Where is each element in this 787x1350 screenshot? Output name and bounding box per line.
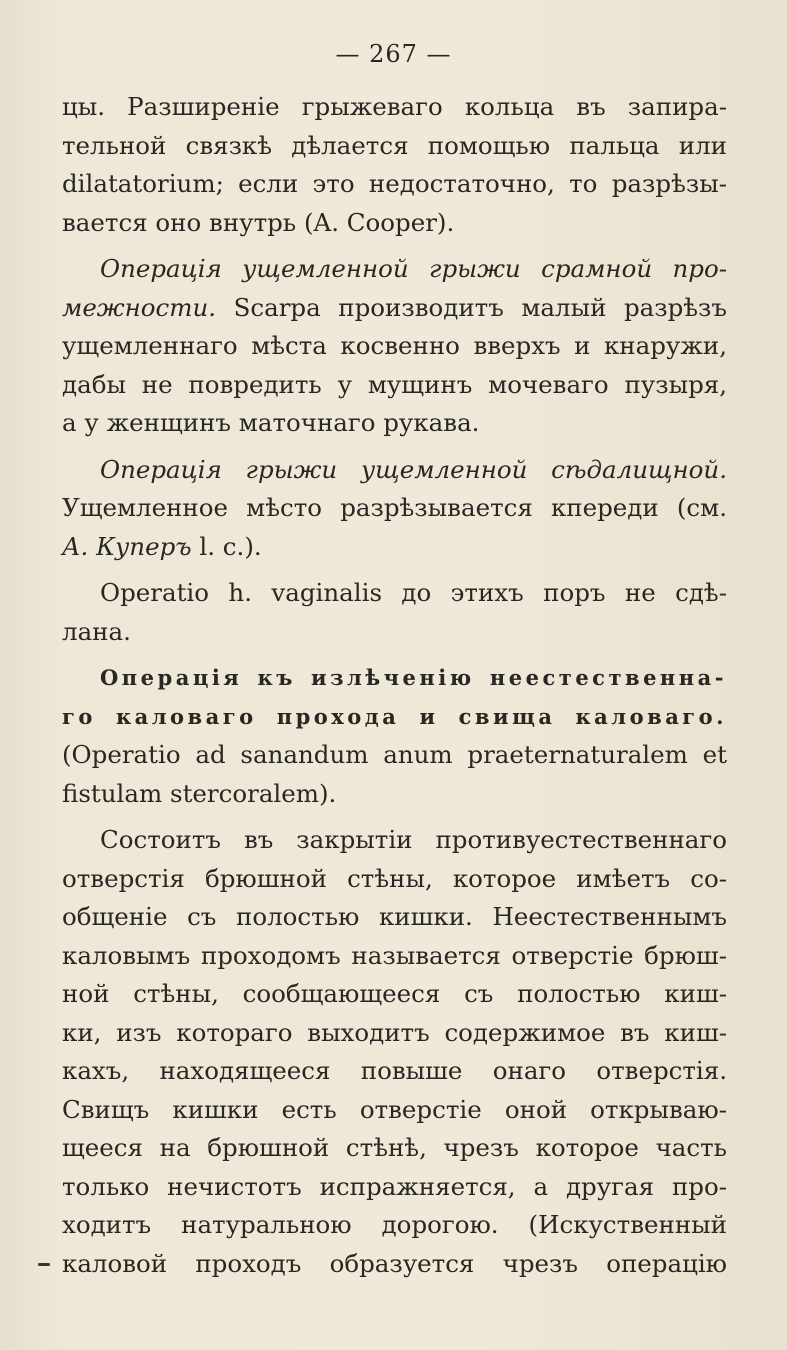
text-line: цы. Разширеніе грыжеваго кольца въ запира- xyxy=(62,92,727,121)
text-line: общеніе съ полостью кишки. Неестественнымъ xyxy=(62,902,727,931)
text-line: ки, изъ котораго выходитъ содержимое въ киш- xyxy=(62,1017,727,1047)
text-line: отверстія брюшной стѣны, которое имѣетъ со- xyxy=(62,863,727,893)
text-line: ущемленнаго мѣста косвенно вверхъ и кнаружи, xyxy=(62,331,727,360)
text-line: Operatio h. vaginalis до этихъ поръ не сдѣ- xyxy=(100,578,727,607)
margin-mark xyxy=(38,1263,50,1266)
text-line: дабы не повредить у мущинъ мочеваго пузыря, xyxy=(62,369,727,399)
reference-author: А. Куперъ xyxy=(62,531,192,561)
paragraph-anus-praeternaturalis-body xyxy=(62,821,727,1283)
text-line xyxy=(62,289,727,328)
body-text xyxy=(62,88,727,1291)
section-heading-caps: Операція къ излѣченію неестественна- xyxy=(100,665,727,690)
text-line: тельной связкѣ дѣлается помощью пальца или xyxy=(62,130,727,160)
text-line: а у женщинъ маточнаго рукава. xyxy=(62,408,480,437)
text-line: (Operatio ad sanandum anum praeternaturalem et xyxy=(62,740,727,769)
text-line: Свищъ кишки есть отверстіе оной открываю- xyxy=(62,1094,727,1124)
paragraph-sciatic-hernia xyxy=(62,451,727,567)
reference-rest: l. c.). xyxy=(191,531,262,561)
paragraph-perineal-hernia xyxy=(62,250,727,443)
section-heading-cont: межности. xyxy=(62,292,217,322)
text-line: каловымъ проходомъ называется отверстіе брюш- xyxy=(62,940,727,970)
text-line: Ущемленное мѣсто разрѣзывается кпереди (см. xyxy=(62,493,727,522)
paragraph-anus-praeternaturalis-heading xyxy=(62,659,727,813)
section-heading-caps: го каловаго прохода и свища каловаго. xyxy=(62,703,727,729)
text-line: каловой проходъ образуется чрезъ операцію xyxy=(62,1248,727,1278)
text-line: ной стѣны, сообщающееся съ полостью киш- xyxy=(62,979,727,1008)
text-line: dilatatorium; если это недостаточно, то разрѣзы- xyxy=(62,169,727,198)
paragraph-obturator-hernia xyxy=(62,88,727,242)
text-line: лана. xyxy=(62,616,131,646)
section-heading-line xyxy=(62,451,727,490)
page-number: — 267 — xyxy=(335,40,452,68)
text-line: fistulam stercoralem). xyxy=(62,778,337,808)
section-heading: Операція ущемленной грыжи срамной про- xyxy=(100,254,727,283)
text-line xyxy=(62,528,727,567)
section-heading-line xyxy=(62,250,727,289)
text-line: только нечистотъ испражняется, а другая про- xyxy=(62,1171,727,1201)
section-heading: Операція грыжи ущемленной сѣдалищной. xyxy=(100,454,727,484)
text-line: щееся на брюшной стѣнѣ, чрезъ которое часть xyxy=(62,1133,727,1162)
text-line: вается оно внутрь (A. Cooper). xyxy=(62,207,455,237)
text-fragment: Scarpa производитъ малый разрѣзъ xyxy=(216,292,727,322)
text-line: Состоитъ въ закрытіи противуестественнаго xyxy=(100,825,727,854)
text-line: ходитъ натуральною дорогою. (Искуственный xyxy=(62,1210,727,1239)
paragraph-vaginal-hernia xyxy=(62,574,727,651)
text-line: кахъ, находящееся повыше онаго отверстія. xyxy=(62,1056,727,1085)
